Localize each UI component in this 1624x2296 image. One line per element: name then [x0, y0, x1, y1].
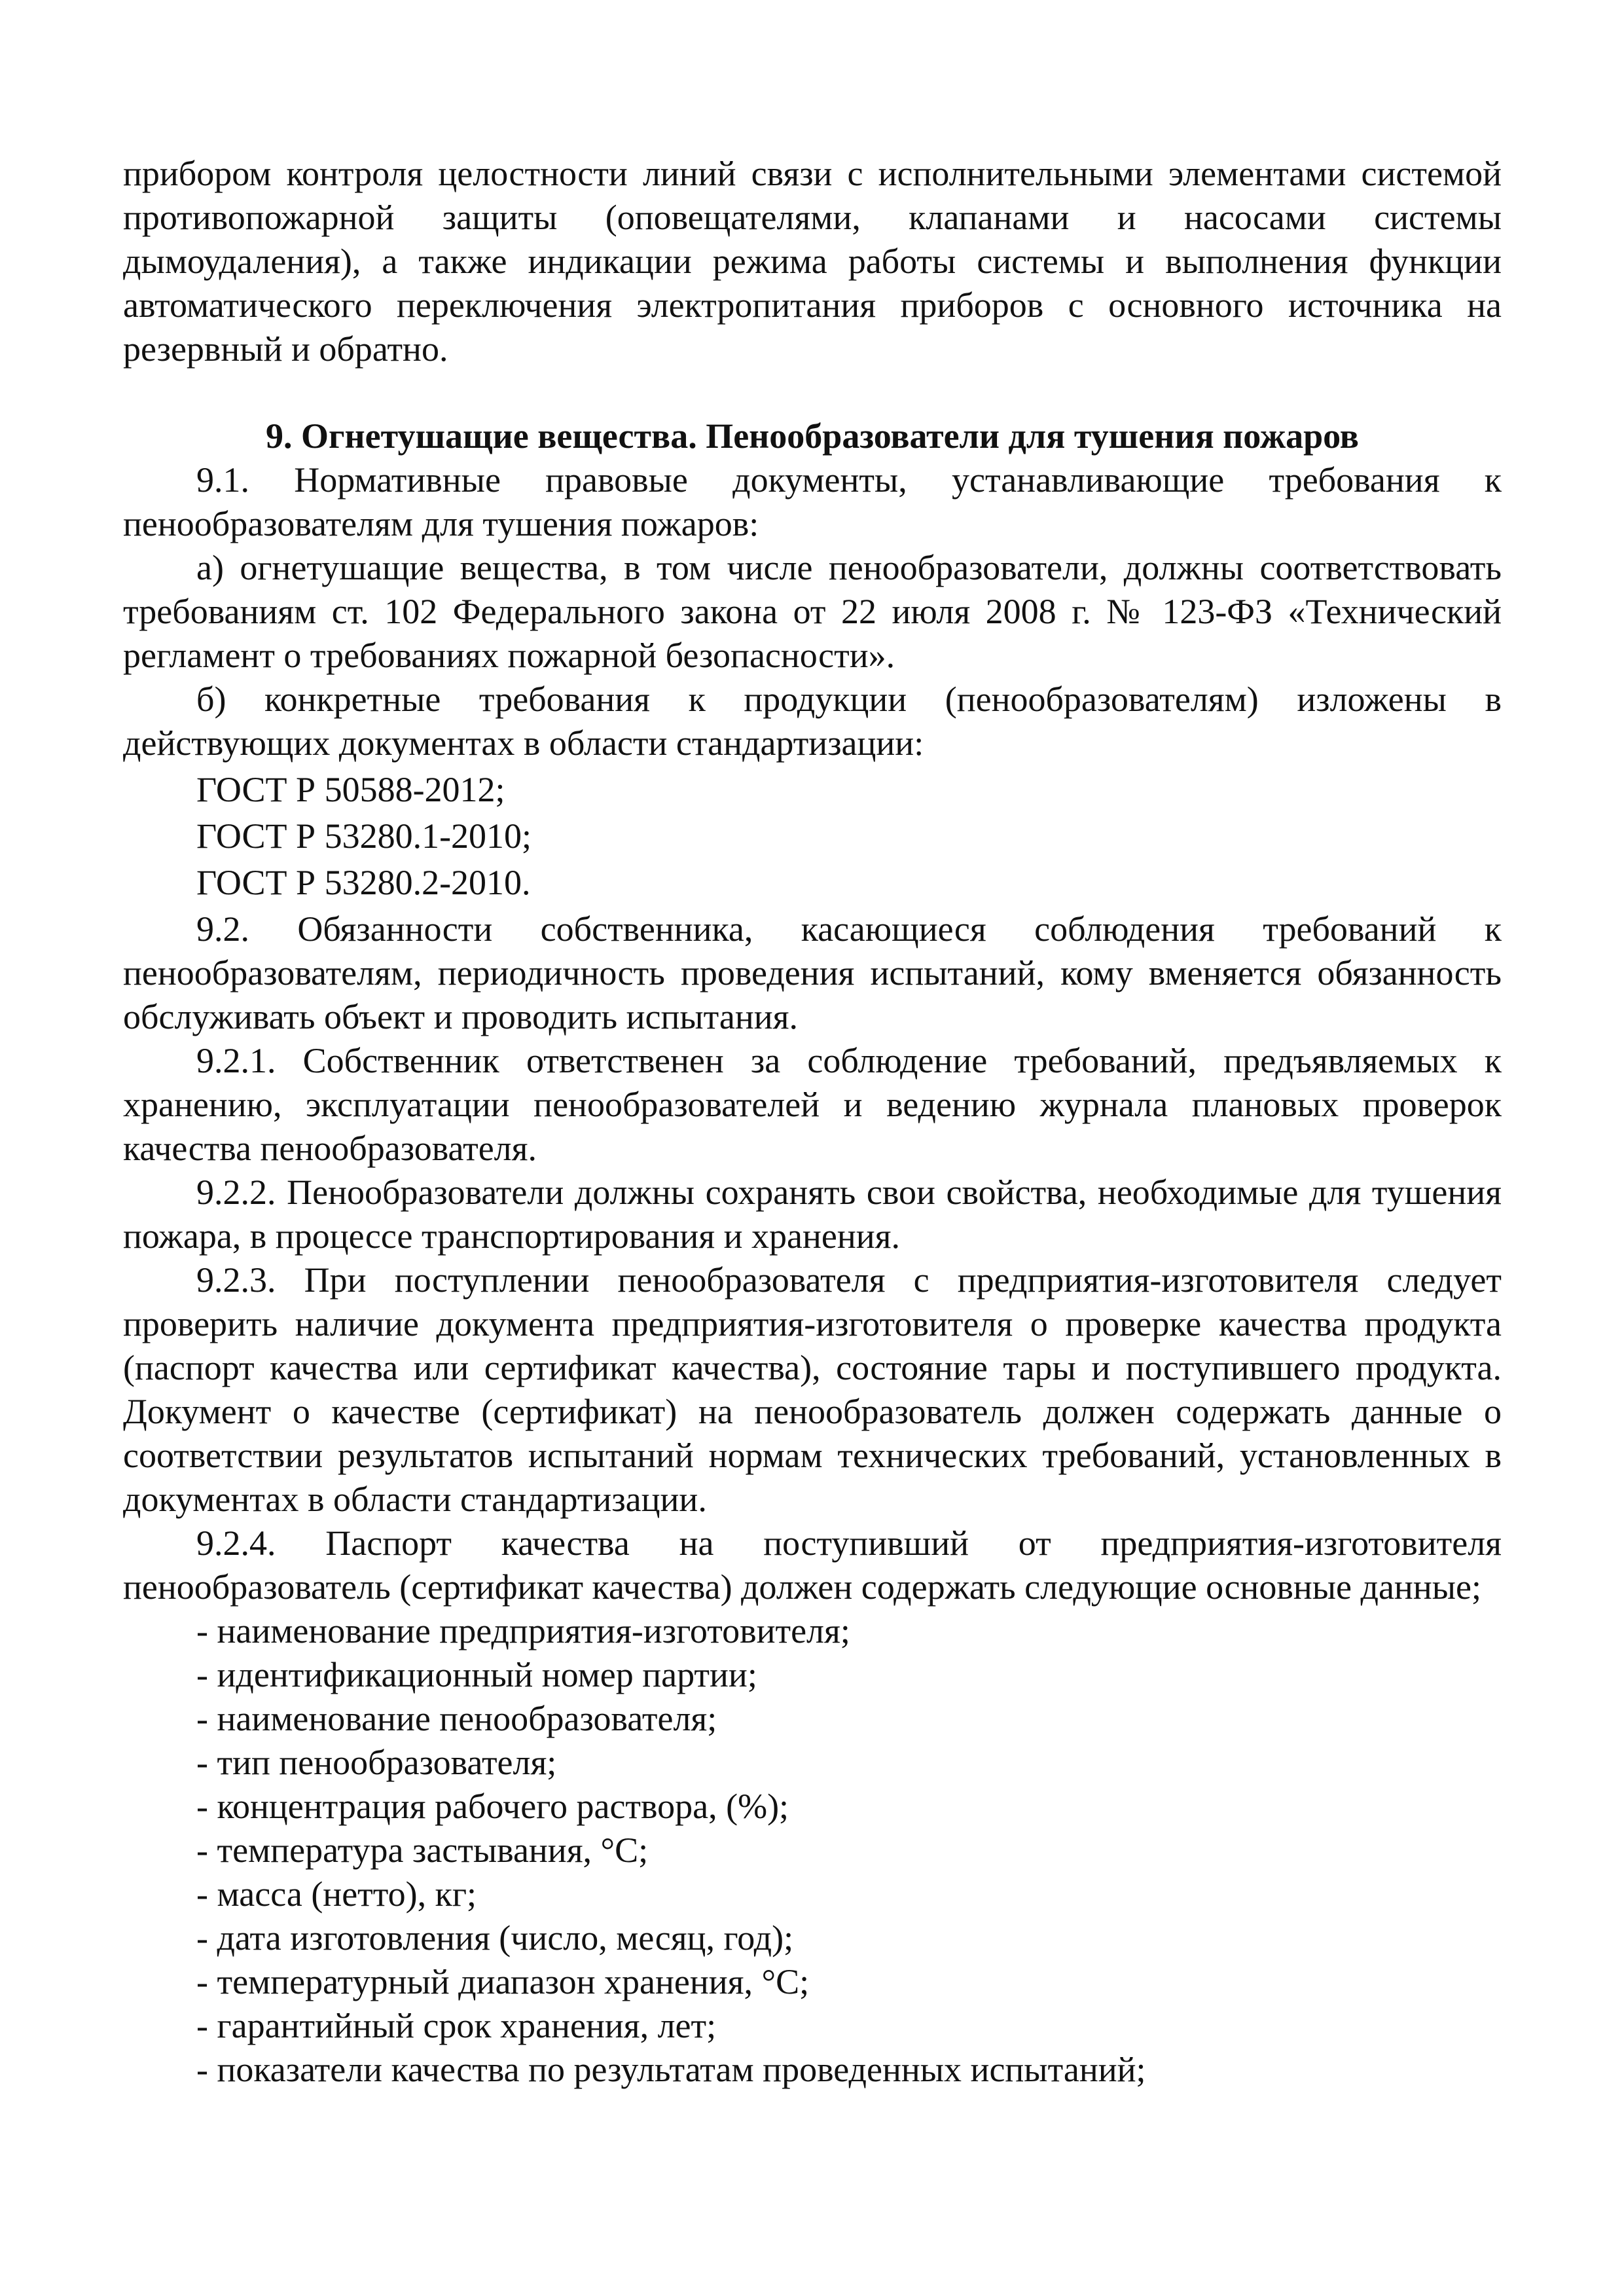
- paragraph-9-2-3: 9.2.3. При поступлении пенообразователя с предприятия-изготовителя следует проверить наличие документа предприятия-изготовителя о проверке качества продукта (паспорт качества или сертификат качества), состояние тары и поступившего продукта. Документ о качестве (сертификат) на пенообразователь должен содержать данные о соответствии результатов испытаний нормам технических требований, установленных в документах в области стандартизации.: [123, 1260, 1502, 1519]
- paragraph-9-2-2: 9.2.2. Пенообразователи должны сохранять свои свойства, необходимые для тушения пожара, в процессе транспортирования и хранения.: [123, 1173, 1502, 1256]
- paragraph-a: а) огнетушащие вещества, в том числе пенообразователи, должны соответствовать требованиям ст. 102 Федерального закона от 22 июля 2008 г. № 123-ФЗ «Технический регламент о требованиях пожарной безопасности».: [123, 548, 1502, 675]
- gost-item: ГОСТ Р 53280.1-2010;: [196, 816, 532, 856]
- passport-data-list: [123, 1609, 1502, 2092]
- list-item: - гарантийный срок хранения, лет;: [196, 2006, 717, 2045]
- list-item: - идентификационный номер партии;: [196, 1655, 757, 1694]
- list-item: - показатели качества по результатам проведенных испытаний;: [196, 2050, 1146, 2089]
- list-item: - дата изготовления (число, месяц, год);: [196, 1918, 794, 1958]
- paragraph-9-2-4: 9.2.4. Паспорт качества на поступивший от предприятия-изготовителя пенообразователь (сертификат качества) должен содержать следующие основные данные;: [123, 1523, 1502, 1607]
- gost-item: ГОСТ Р 53280.2-2010.: [196, 863, 531, 902]
- paragraph-9-1: 9.1. Нормативные правовые документы, устанавливающие требования к пенообразователям для тушения пожаров:: [123, 460, 1502, 543]
- document-page: [123, 152, 1502, 2092]
- paragraph-b: б) конкретные требования к продукции (пенообразователям) изложены в действующих документах в области стандартизации:: [123, 680, 1502, 763]
- intro-paragraph: прибором контроля целостности линий связи с исполнительными элементами системой противопожарной защиты (оповещателями, клапанами и насосами системы дымоудаления), а также индикации режима работы системы и выполнения функции автоматического переключения электропитания приборов с основного источника на резервный и обратно.: [123, 154, 1502, 369]
- list-item: - масса (нетто), кг;: [196, 1874, 477, 1914]
- paragraph-9-2-1: 9.2.1. Собственник ответственен за соблюдение требований, предъявляемых к хранению, эксплуатации пенообразователей и ведению журнала плановых проверок качества пенообразователя.: [123, 1041, 1502, 1168]
- list-item: - температура застывания, °С;: [196, 1831, 649, 1870]
- list-item: - наименование предприятия-изготовителя;: [196, 1611, 850, 1650]
- section-heading: 9. Огнетушащие вещества. Пенообразователи для тушения пожаров: [266, 416, 1359, 456]
- list-item: - температурный диапазон хранения, °С;: [196, 1962, 810, 2001]
- paragraph-9-2: 9.2. Обязанности собственника, касающиеся соблюдения требований к пенообразователям, периодичность проведения испытаний, кому вменяется обязанность обслуживать объект и проводить испытания.: [123, 909, 1502, 1036]
- list-item: - концентрация рабочего раствора, (%);: [196, 1787, 789, 1826]
- list-item: - тип пенообразователя;: [196, 1743, 557, 1782]
- list-item: - наименование пенообразователя;: [196, 1699, 717, 1738]
- gost-item: ГОСТ Р 50588-2012;: [196, 770, 505, 809]
